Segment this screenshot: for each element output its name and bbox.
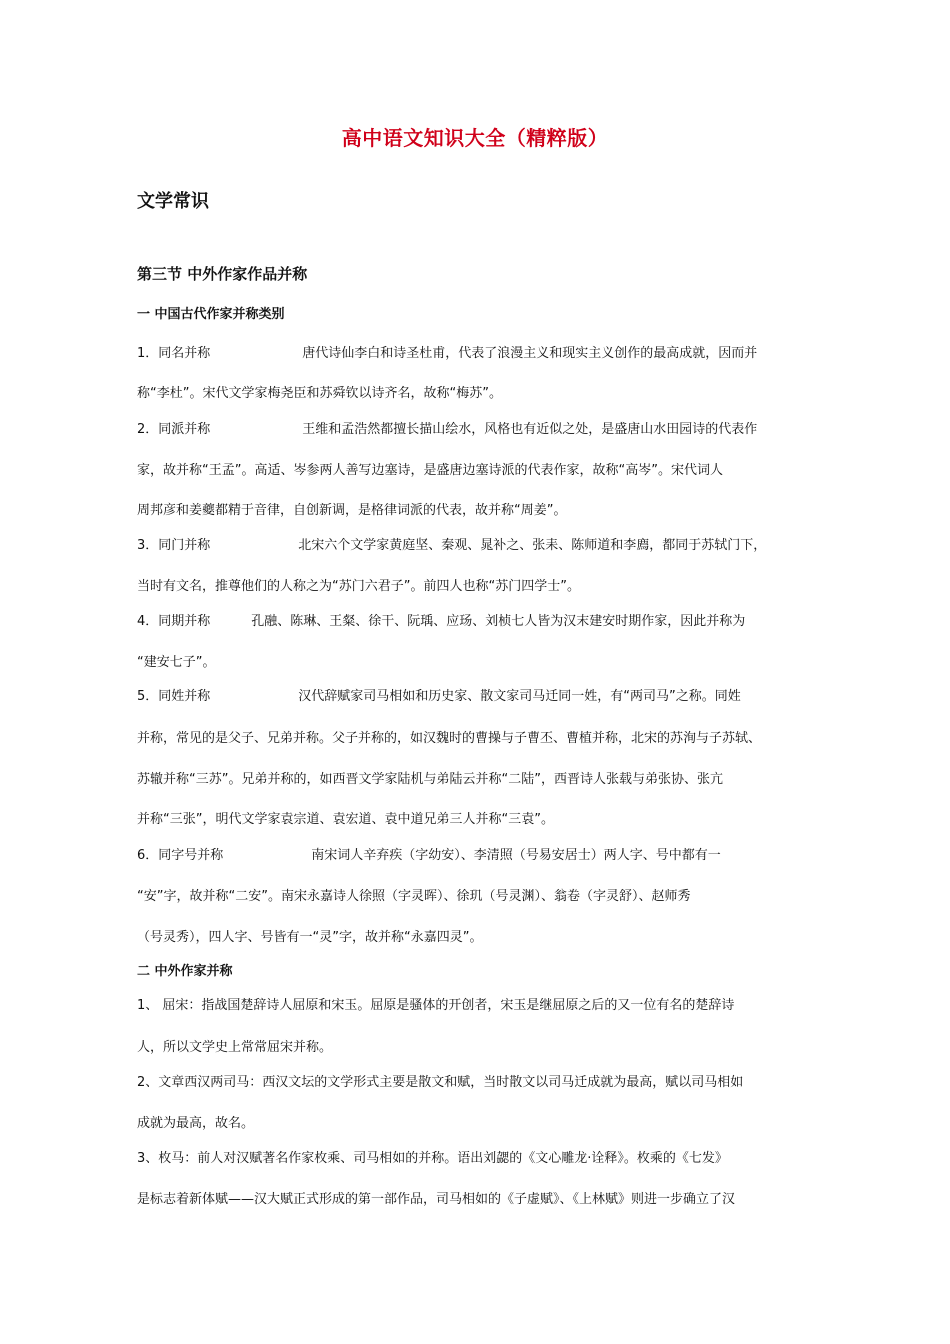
section-heading: 文学常识 (137, 191, 209, 212)
item-label: 5．同姓并称 (137, 689, 211, 704)
document-title: 高中语文知识大全（精粹版） (341, 126, 609, 150)
paragraph-line: 4．同期并称 孔融、陈琳、王粲、徐干、阮瑀、应玚、刘桢七人皆为汉末建安时期作家，因此并称为 (137, 614, 746, 629)
paragraph-line: 周邦彦和姜夔都精于音律，自创新调，是格律词派的代表，故并称“周姜”。 (137, 503, 567, 518)
paragraph-line: 6．同字号并称 南宋词人辛弃疾（字幼安）、李清照（号易安居士）两人字、号中都有一 (137, 848, 721, 863)
paragraph-line: 2．同派并称 王维和孟浩然都擅长描山绘水，风格也有近似之处，是盛唐山水田园诗的代表作 (137, 422, 758, 437)
item-label: 6．同字号并称 (137, 848, 224, 863)
paragraph-line: 1．同名并称 唐代诗仙李白和诗圣杜甫，代表了浪漫主义和现实主义创作的最高成就，因而并 (137, 346, 758, 361)
paragraph-line: 并称“三张”，明代文学家袁宗道、袁宏道、袁中道兄弟三人并称“三袁”。 (137, 812, 554, 827)
item-label: 1．同名并称 (137, 346, 211, 361)
paragraph-line: 1、 屈宋：指战国楚辞诗人屈原和宋玉。屈原是骚体的开创者，宋玉是继屈原之后的又一位有名的楚辞诗 (137, 998, 735, 1013)
paragraph-line: （号灵秀），四人字、号皆有一“灵”字，故并称“永嘉四灵”。 (137, 930, 483, 945)
item-label: 3．同门并称 (137, 538, 211, 553)
paragraph-line: 成就为最高，故名。 (137, 1116, 255, 1131)
item-label: 2．同派并称 (137, 422, 211, 437)
paragraph-line: 是标志着新体赋——汉大赋正式形成的第一部作品，司马相如的《子虚赋》、《上林赋》则进一步确立了汉 (137, 1192, 736, 1207)
paragraph-line: 5．同姓并称 汉代辞赋家司马相如和历史家、散文家司马迁同一姓，有“两司马”之称。同姓 (137, 689, 741, 704)
paragraph-line: 2、文章西汉两司马：西汉文坛的文学形式主要是散文和赋，当时散文以司马迁成就为最高，赋以司马相如 (137, 1075, 744, 1090)
paragraph-line: 3、枚马：前人对汉赋著名作家枚乘、司马相如的并称。语出刘勰的《文心雕龙·诠释》。枚乘的《七发》 (137, 1151, 728, 1166)
paragraph-line: 苏辙并称“三苏”。兄弟并称的，如西晋文学家陆机与弟陆云并称“二陆”，西晋诗人张载与弟张协、张亢 (137, 772, 723, 787)
paragraph-line: 家，故并称“王孟”。高适、岑参两人善写边塞诗，是盛唐边塞诗派的代表作家，故称“高岑”。宋代词人 (137, 463, 723, 478)
part2-heading: 二 中外作家并称 (137, 964, 233, 979)
paragraph-line: 人，所以文学史上常常屈宋并称。 (137, 1040, 333, 1055)
item-label: 4．同期并称 (137, 614, 211, 629)
paragraph-line: 称“李杜”。宋代文学家梅尧臣和苏舜钦以诗齐名，故称“梅苏”。 (137, 386, 502, 401)
part1-heading: 一 中国古代作家并称类别 (137, 307, 285, 322)
chapter-heading: 第三节 中外作家作品并称 (137, 265, 308, 283)
paragraph-line: “安”字，故并称“二安”。南宋永嘉诗人徐照（字灵晖）、徐玑（号灵渊）、翁卷（字灵舒）、赵师秀 (137, 889, 691, 904)
paragraph-line: 并称，常见的是父子、兄弟并称。父子并称的，如汉魏时的曹操与子曹丕、曹植并称，北宋的苏洵与子苏轼、 (137, 731, 762, 746)
paragraph-line: “建安七子”。 (137, 655, 216, 670)
paragraph-line: 当时有文名，推尊他们的人称之为“苏门六君子”。前四人也称“苏门四学士”。 (137, 579, 580, 594)
paragraph-line: 3．同门并称 北宋六个文学家黄庭坚、秦观、晁补之、张耒、陈师道和李廌，都同于苏轼门下， (137, 538, 767, 553)
